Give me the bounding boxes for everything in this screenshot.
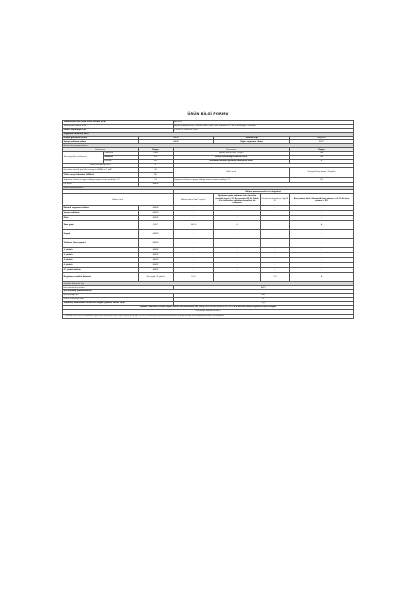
compartment-temp: - — [214, 230, 261, 239]
compartment-name: 2 yıldızlı — [63, 253, 139, 258]
product-link[interactable]: Ürün sayfası: www.arcelik.com.tr — [63, 310, 354, 315]
compartment-volume: - — [173, 216, 214, 221]
max-temp-label: Soğutma cihazının uygun olduğu azami ortam sıcaklığı (°C) — [173, 177, 289, 182]
col-recommended-temp: Öptimum gıda saklama için önerilen sıcaklık ayarı (°C) Bu ayarlar EK IV, Tablo 3'te belirtilen saklama koşulları ile çelişmez — [215, 195, 259, 205]
compartment-row — [63, 239, 354, 248]
footnote-row — [63, 314, 354, 319]
compartment-rows — [63, 206, 354, 273]
compartment-temp: 4 — [214, 221, 261, 230]
compartment-present: HAYIR — [138, 206, 173, 211]
compartment-temp: - — [214, 253, 261, 258]
warranty-value: 2 yıl — [173, 301, 353, 305]
compartments-section-title: Bölme parametreleri ve değerleri — [173, 190, 353, 194]
other-appliance-value: EVET — [289, 140, 353, 144]
params-col-param-2: Parametre — [173, 148, 289, 152]
winter-value: HAYIR — [138, 182, 173, 186]
compartment-temp: - — [214, 248, 261, 253]
dims-label: Tüm boyutlar (milimetre) — [63, 152, 104, 164]
model-value: 270590 e 7580100 1004 — [173, 128, 353, 132]
compartment-name: 1 yıldızlı — [63, 248, 139, 253]
compartment-capacity: - — [260, 258, 289, 263]
design-type-label: Tasarım tipi — [214, 136, 290, 140]
col-defrost-type: Buz çözme türü (Otomatik buz çözme = A, El ile buz çözme = M) — [289, 194, 353, 206]
compartment-present: HAYIR — [138, 216, 173, 221]
compartment-present: HAYIR — [138, 258, 173, 263]
compartment-volume: - — [173, 268, 214, 273]
total-volume-value: 324 — [289, 152, 353, 156]
eei-label: Enerji verimliliği endeksi (EEI) — [173, 156, 289, 160]
compartment-name: 2* yıldızlı bölüm — [63, 268, 139, 273]
form-title: ÜRÜN BİLGİ FORMU — [187, 112, 229, 116]
params-col-value: Değer — [138, 148, 173, 152]
min-temp-label: Soğutma cihazının uygun olduğu asgari ortam sıcaklığı (°C) — [63, 177, 139, 182]
appliance-type-header: Soğutma cihazının türü — [63, 132, 354, 136]
design-type-value: Bağımsız — [289, 136, 353, 140]
compartment-row — [63, 230, 354, 239]
footnote: (*) Hacimler SNI EN 62552 standardına uygun olarak ölçülmüştür. Etiket bilgileri Avrupa Birliği (AB) 2019/2016 Yönetmeliği çerçevesinde belirlenmiştir. Bu bilgiler Avrupa Ürün Veritabanında (EPREL) yer almaktadır. — [63, 314, 354, 319]
compartment-present: HAYIR — [138, 268, 173, 273]
compartment-volume: - — [173, 248, 214, 253]
energy-label: Yıllık enerji tüketimi (kWh/a) — [63, 172, 139, 177]
supplier-name-value: ARÇELİK — [173, 121, 353, 125]
compartment-capacity: - — [260, 239, 289, 248]
variable-compartment-temp: - — [214, 273, 261, 282]
form-table — [62, 120, 354, 319]
compartment-temp: - — [214, 263, 261, 268]
light-type-label: Işık kaynağı tipi — [63, 294, 174, 298]
min-temp-value: 16 — [138, 177, 173, 182]
height-label: Yükseklik — [103, 152, 138, 156]
noise-class-label: Havadan akustik gürültü emisyonu sınıfı — [173, 159, 289, 163]
compartments-col-row — [63, 194, 354, 206]
col-compartment-type: Bölme türü — [63, 194, 174, 206]
compartment-volume: - — [173, 258, 214, 263]
variable-compartment-type: Taze gıda / 4 yıldızlı — [138, 273, 173, 282]
compartment-capacity: - — [260, 248, 289, 253]
compartment-capacity: - — [260, 268, 289, 273]
compartment-capacity: - — [260, 263, 289, 268]
compartment-volume: - — [173, 206, 214, 211]
compartment-defrost: - — [289, 206, 353, 211]
width-value: 595 — [138, 156, 173, 160]
compartment-present: HAYIR — [138, 248, 173, 253]
compartment-volume: - — [173, 211, 214, 216]
compartment-defrost: - — [289, 263, 353, 268]
compartment-defrost: - — [289, 211, 353, 216]
energy-value: 247 — [138, 172, 173, 177]
compartment-temp: - — [214, 206, 261, 211]
compartment-temp: - — [214, 258, 261, 263]
variable-compartment-defrost: A — [289, 273, 353, 282]
compartment-present: HAYIR — [138, 211, 173, 216]
params-col-param: Parametre — [63, 148, 139, 152]
eei-value: 100 — [289, 156, 353, 160]
other-appliance-label: Diğer soğutma cihazı — [214, 140, 290, 144]
noise-class-value: B — [289, 159, 353, 163]
height-value: 1865 — [138, 152, 173, 156]
variable-compartment-capacity: 7,0 — [260, 273, 289, 282]
compartment-temp: - — [214, 239, 261, 248]
compartment-capacity: - — [260, 211, 289, 216]
compartment-present: HAYIR — [138, 253, 173, 258]
compartment-volume: - — [173, 253, 214, 258]
compartment-name: Yıldızsız (buz yapım) — [63, 239, 139, 248]
compartment-capacity: - — [260, 206, 289, 211]
supplier-address-label: Tedarikçinin adresi (b,d) — [63, 124, 174, 128]
warranty-label: Tedarikçi tarafından belirlenen asgari garanti süresi (b,d) — [63, 301, 174, 305]
noise-emission-value: 35 — [138, 167, 173, 172]
low-noise-value: HAYIR — [138, 136, 214, 140]
climate-label: İklim sınıfı — [173, 167, 289, 177]
light-class-value: G — [173, 297, 353, 301]
compartment-capacity: - — [260, 230, 289, 239]
compartment-name: Soğuk — [63, 230, 139, 239]
width-label: Genişlik — [103, 156, 138, 160]
max-temp-value: 43 — [289, 177, 353, 182]
compartment-defrost: - — [289, 253, 353, 258]
compartment-volume: - — [173, 230, 214, 239]
supplier-name-label: Tedarikçinin adı veya ticari ünvanı (b,d) — [63, 121, 174, 125]
compartment-defrost: - — [289, 230, 353, 239]
variable-compartment-volume: 21,0 — [173, 273, 214, 282]
winter-label: Kış ayarı — [63, 182, 139, 186]
params-header: Genel ürün parametreleri — [63, 144, 354, 148]
ee-class-label: Enerji verimliliği sınıfı — [63, 163, 139, 167]
compartment-present: HAYIR — [138, 230, 173, 239]
compartment-present: HAYIR — [138, 263, 173, 268]
compartment-volume: 303,0 — [173, 221, 214, 230]
compartment-defrost: - — [289, 239, 353, 248]
depth-value: 595 — [138, 159, 173, 163]
wine-storage-label: Şarap saklama cihazı — [63, 140, 139, 144]
fast-freeze-label: Hızlı dondurma imkanı — [63, 286, 174, 290]
compartment-row — [63, 221, 354, 230]
light-header: Işık kaynağı parametreleri — [63, 290, 354, 294]
compartment-name: Şarap saklama — [63, 211, 139, 216]
fast-freeze-value: EVET — [173, 286, 353, 290]
climate-value: Genişletilmiş ılıman / Tropikal — [289, 167, 353, 177]
variable-compartment-label: Değişken sıcaklık bölmesi — [63, 273, 139, 282]
compartment-temp: - — [214, 268, 261, 273]
compartment-capacity: - — [260, 216, 289, 221]
col-freezing-capacity: Dondurma kapasitesi (kg/24 h) — [260, 194, 289, 206]
compartment-defrost: - — [289, 216, 353, 221]
model-label: Model tanımlayıcı (d) — [63, 128, 174, 132]
compartment-defrost: - — [289, 268, 353, 273]
compartment-volume: - — [173, 263, 214, 268]
compartment-defrost: - — [289, 258, 353, 263]
compartment-defrost: A — [289, 221, 353, 230]
compartment-name: Kabarlı soğutucu bölme — [63, 206, 139, 211]
compartment-name: Kiler — [63, 216, 139, 221]
product-info-form — [62, 112, 354, 319]
compartment-capacity: - — [260, 221, 289, 230]
wine-storage-value: HAYIR — [138, 140, 214, 144]
compartment-name: Taze gıda — [63, 221, 139, 230]
total-volume-label: Toplam hacim (dm³ veya l) — [173, 152, 289, 156]
col-volume: Bölme hacmi (dm³ veya l) — [173, 194, 214, 206]
noise-emission-label: Havadan akustik gürültü emisyonu (dB(A) re 1 pW) — [63, 167, 139, 172]
params-col-value-2: Değer — [289, 148, 353, 152]
compartment-temp: - — [214, 216, 261, 221]
compartment-volume: - — [173, 239, 214, 248]
depth-label: Derinlik — [103, 159, 138, 163]
variable-compartment-row — [63, 273, 354, 282]
compartment-present: EVET — [138, 221, 173, 230]
ee-class-value: E — [138, 163, 173, 167]
four-star-header: 4 yıldızlı bölmeler için — [63, 282, 354, 286]
compartment-name: 3 yıldızlı — [63, 258, 139, 263]
compartment-defrost: - — [289, 248, 353, 253]
compartment-present: HAYIR — [138, 239, 173, 248]
compartment-name: 4 yıldızlı — [63, 263, 139, 268]
low-noise-label: Düşük gürültülü cihaz — [63, 136, 139, 140]
light-class-label: Enerji verimliliği sınıfı — [63, 297, 174, 301]
light-type-value: LED — [173, 294, 353, 298]
regulation-note: Soğutma Cihazlarının Çevreye Duyarlı Tasarımı Gereksinimlerine Dair Tebliğ (2019/2019/EU)(SGM-2021/7) EK II B'de belirtilen tüketici bilgilerine ilişkin ek bilgiler — [63, 305, 354, 310]
compartment-capacity: - — [260, 253, 289, 258]
supplier-address-value: Arçelik Karaörnek A.Ş. Sütlüce Mah. Silah Çıkık Sokakları 2/1 No:1/4 Beyoğlu / İstanbul — [173, 124, 353, 128]
compartments-header: Bölme parametreleri — [63, 186, 354, 190]
compartment-temp: - — [214, 211, 261, 216]
